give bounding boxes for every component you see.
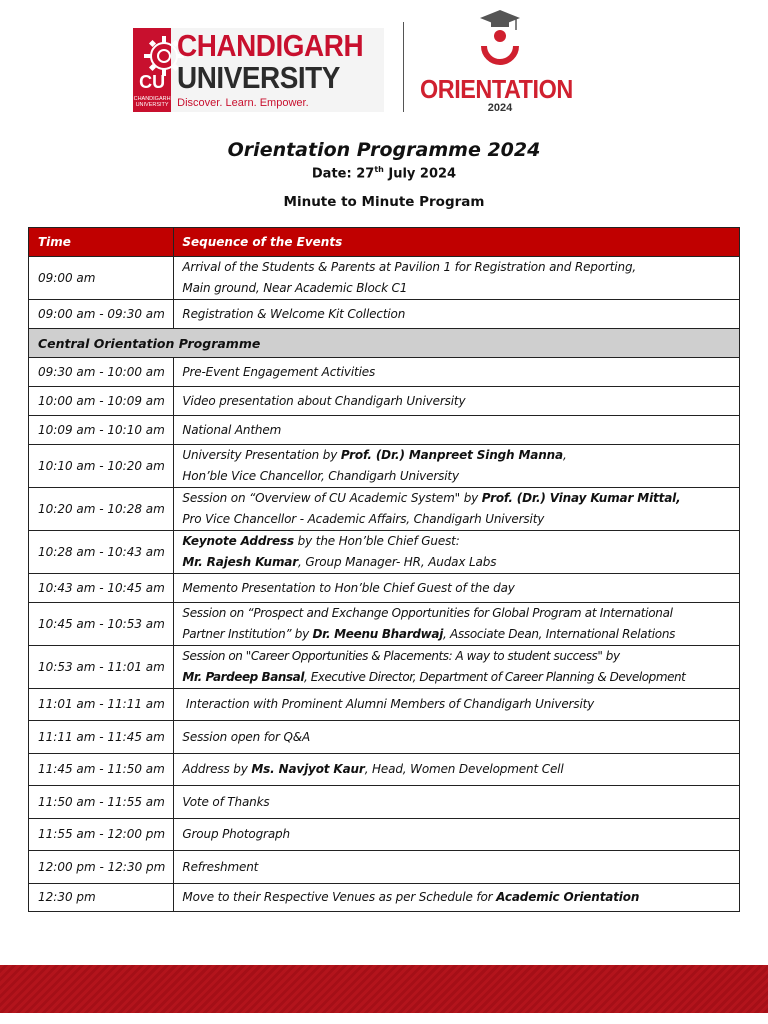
row-event (174, 257, 740, 300)
row-event: Video presentation about Chandigarh University (174, 387, 740, 416)
event-text: Pro Vice Chancellor - Academic Affairs, Chandigarh University (182, 512, 545, 526)
event-date (0, 165, 768, 181)
section-row (29, 329, 740, 358)
speaker-name: Mr. Rajesh Kumar (182, 555, 299, 569)
date-suffix-sup: th (374, 165, 384, 174)
event-text: Move to their Respective Venues as per Schedule for (182, 890, 497, 904)
speaker-name: Dr. Meenu Bhardwaj (312, 627, 444, 641)
row-time: 11:11 am - 11:45 am (29, 721, 174, 754)
footer-band (0, 965, 768, 1013)
cu-name-line2: UNIVERSITY (177, 60, 341, 95)
event-text: , Group Manager- HR, Audax Labs (298, 555, 497, 569)
event-text: Session on “Prospect and Exchange Opportunities for Global Program at International (182, 606, 673, 620)
col-time-header: Time (29, 228, 174, 257)
row-event: Group Photograph (174, 819, 740, 851)
event-bold: Academic Orientation (496, 890, 640, 904)
event-text: Address by (182, 762, 252, 776)
table-row (29, 851, 740, 884)
event-line: Arrival of the Students & Parents at Pavilion 1 for Registration and Reporting, (182, 260, 637, 274)
event-text: Partner Institution” by (182, 627, 313, 641)
event-text: , Head, Women Development Cell (364, 762, 564, 776)
cu-tagline: Discover. Learn. Empower. (177, 97, 309, 109)
row-event: National Anthem (174, 416, 740, 445)
row-event (174, 531, 740, 574)
row-time: 10:00 am - 10:09 am (29, 387, 174, 416)
row-event (174, 488, 740, 531)
table-row (29, 300, 740, 329)
row-event: Refreshment (174, 851, 740, 884)
row-time: 10:45 am - 10:53 am (29, 603, 174, 646)
table-row (29, 531, 740, 574)
table-row (29, 488, 740, 531)
speaker-name: Prof. (Dr.) Manpreet Singh Manna (340, 448, 563, 462)
row-time: 12:00 pm - 12:30 pm (29, 851, 174, 884)
event-text: by the Hon’ble Chief Guest: (294, 534, 460, 548)
row-time: 10:10 am - 10:20 am (29, 445, 174, 488)
cu-emblem-letters: CU (139, 72, 166, 92)
event-bold: Keynote Address (182, 534, 295, 548)
row-time: 09:00 am - 09:30 am (29, 300, 174, 329)
row-time: 11:01 am - 11:11 am (29, 689, 174, 721)
row-event: Vote of Thanks (174, 786, 740, 819)
event-text: Session on "Career Opportunities & Placements: A way to student success" by (182, 649, 620, 663)
col-events-header: Sequence of the Events (174, 228, 740, 257)
table-row (29, 257, 740, 300)
row-time: 12:30 pm (29, 884, 174, 912)
page-title: Orientation Programme 2024 (227, 139, 541, 161)
row-event (174, 754, 740, 786)
table-row (29, 445, 740, 488)
date-month-year: July 2024 (383, 166, 457, 182)
row-time: 11:50 am - 11:55 am (29, 786, 174, 819)
orientation-2024-logo (420, 8, 580, 113)
date-prefix: Date: 27 (311, 166, 375, 182)
table-row (29, 721, 740, 754)
table-row (29, 358, 740, 387)
table-row (29, 786, 740, 819)
speaker-name: Mr. Pardeep Bansal (182, 670, 304, 684)
row-event: Registration & Welcome Kit Collection (174, 300, 740, 329)
orientation-year: 2024 (487, 102, 513, 114)
event-line: Main ground, Near Academic Block C1 (182, 281, 408, 295)
graduation-cap-icon (478, 8, 522, 74)
table-row (29, 603, 740, 646)
chandigarh-university-logo (133, 28, 384, 112)
row-event: Interaction with Prominent Alumni Members of Chandigarh University (174, 689, 740, 721)
row-time: 10:28 am - 10:43 am (29, 531, 174, 574)
cu-emblem-caption: CHANDIGARH UNIVERSITY (133, 96, 171, 108)
row-event: Session open for Q&A (174, 721, 740, 754)
table-row (29, 646, 740, 689)
row-event (174, 603, 740, 646)
event-text: Session on “Overview of CU Academic System" by (182, 491, 482, 505)
row-time: 10:43 am - 10:45 am (29, 574, 174, 603)
table-row (29, 574, 740, 603)
row-time: 09:30 am - 10:00 am (29, 358, 174, 387)
page-subtitle: Minute to Minute Program (283, 194, 485, 210)
row-time: 10:53 am - 11:01 am (29, 646, 174, 689)
schedule-table (28, 227, 740, 912)
event-text: , (562, 448, 567, 462)
row-event: Pre-Event Engagement Activities (174, 358, 740, 387)
section-label: Central Orientation Programme (29, 329, 740, 358)
row-event: Memento Presentation to Hon’ble Chief Guest of the day (174, 574, 740, 603)
event-text: , Executive Director, Department of Career Planning & Development (303, 670, 686, 684)
row-time: 09:00 am (29, 257, 174, 300)
row-time: 10:09 am - 10:10 am (29, 416, 174, 445)
speaker-name: Ms. Navjyot Kaur (251, 762, 365, 776)
row-time: 11:55 am - 12:00 pm (29, 819, 174, 851)
event-text: Hon’ble Vice Chancellor, Chandigarh University (182, 469, 459, 483)
event-text: , Associate Dean, International Relations (443, 627, 676, 641)
row-event (174, 445, 740, 488)
table-row (29, 689, 740, 721)
table-row (29, 416, 740, 445)
orientation-word: ORIENTATION (420, 74, 573, 104)
table-row (29, 819, 740, 851)
row-event (174, 884, 740, 912)
event-text: University Presentation by (182, 448, 341, 462)
speaker-name: Prof. (Dr.) Vinay Kumar Mittal, (481, 491, 681, 505)
table-row (29, 884, 740, 912)
table-row (29, 754, 740, 786)
logo-divider (403, 22, 404, 112)
cu-name-line1: CHANDIGARH (177, 28, 364, 63)
cu-wordmark (171, 28, 384, 112)
row-time: 10:20 am - 10:28 am (29, 488, 174, 531)
table-header-row (29, 228, 740, 257)
cu-emblem (133, 28, 171, 112)
row-time: 11:45 am - 11:50 am (29, 754, 174, 786)
table-row (29, 387, 740, 416)
row-event (174, 646, 740, 689)
